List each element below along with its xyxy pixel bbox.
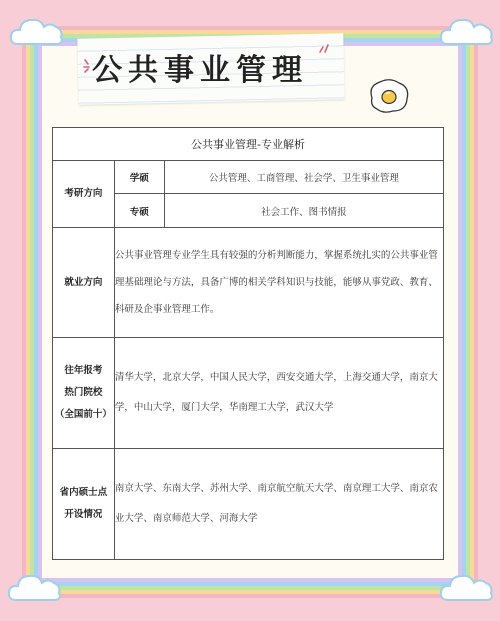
- sparkle-marks-icon: [82, 58, 96, 74]
- row-label-shengnei: [53, 449, 115, 560]
- yuanxiao-text: 清华大学，北京大学，中国人民大学，西安交通大学，上海交通大学，南京大学，中山大学，厦门大学，华南理工大学，武汉大学: [114, 338, 443, 449]
- sub-label-xueshuo: 学硕: [114, 161, 164, 194]
- zhuanshuo-value: 社会工作、图书情报: [164, 194, 443, 228]
- fried-egg-icon: [366, 76, 412, 116]
- yuanxiao-label-line: （全国前十）: [54, 409, 112, 420]
- shengnei-text: 南京大学、东南大学、苏州大学、南京航空航天大学、南京理工大学、南京农业大学、南京师范大学、河海大学: [114, 449, 443, 560]
- row-label-kaoyan: 考研方向: [53, 161, 115, 228]
- shengnei-label-line: 省内硕士点: [59, 487, 108, 498]
- sub-label-zhuanshuo: 专硕: [114, 194, 164, 228]
- major-analysis-table: [52, 127, 444, 560]
- yuanxiao-label-line: 热门院校: [64, 387, 103, 398]
- cloud-icon: [8, 14, 66, 48]
- xueshuo-value: 公共管理、工商管理、社会学、卫生事业管理: [164, 161, 443, 194]
- page-title: 公共事业管理: [92, 53, 308, 88]
- yuanxiao-label-line: 往年报考: [64, 365, 103, 376]
- row-label-jiuye: 就业方向: [53, 228, 115, 338]
- sparkle-marks-icon: [318, 40, 332, 54]
- jiuye-text: 公共事业管理专业学生具有较强的分析判断能力，掌握系统扎实的公共事业管理基础理论与方法，具备广博的相关学科知识与技能，能够从事党政、教育、科研及企事业管理工作。: [114, 228, 443, 338]
- cloud-icon: [438, 570, 496, 604]
- cloud-icon: [438, 14, 496, 48]
- row-label-yuanxiao: [53, 338, 115, 449]
- shengnei-label-line: 开设情况: [64, 509, 103, 520]
- table-header: 公共事业管理-专业解析: [53, 128, 444, 161]
- cloud-icon: [6, 570, 64, 604]
